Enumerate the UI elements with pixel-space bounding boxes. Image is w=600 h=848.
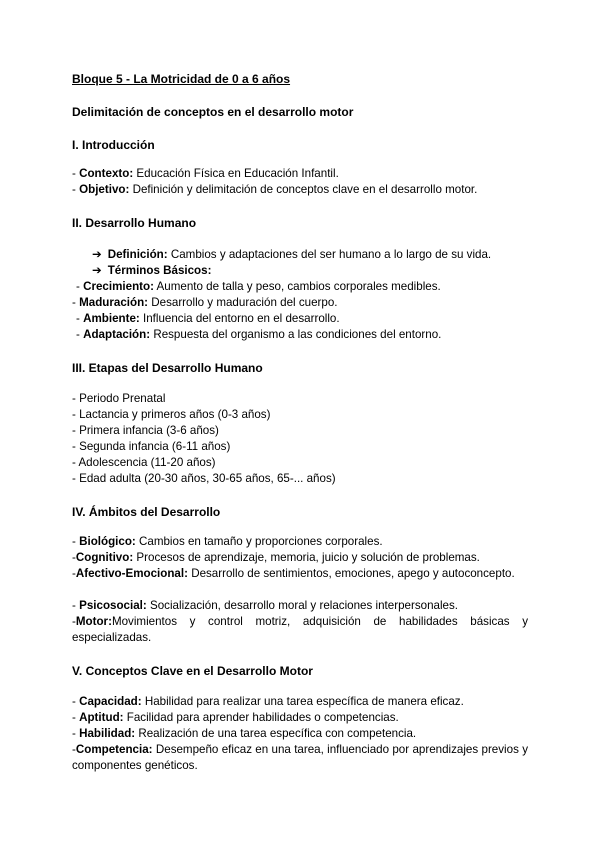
list-item: -Competencia: Desempeño eficaz en una tarea, influenciado por aprendizajes previos y componentes genéticos. <box>72 743 528 772</box>
list-item: - Contexto: Educación Física en Educación Infantil. <box>72 167 339 180</box>
arrow-icon: ➔ <box>92 248 102 261</box>
document-subtitle: Delimitación de conceptos en el desarrollo motor <box>72 105 354 119</box>
list-item: - Objetivo: Definición y delimitación de conceptos clave en el desarrollo motor. <box>72 183 478 196</box>
list-item: - Segunda infancia (6-11 años) <box>72 440 231 453</box>
list-item: - Periodo Prenatal <box>72 392 166 405</box>
list-item: - Crecimiento: Aumento de talla y peso, cambios corporales medibles. <box>76 280 441 293</box>
section-4-heading: IV. Ámbitos del Desarrollo <box>72 505 221 519</box>
arrow-icon: ➔ <box>92 264 102 277</box>
definition-item: ➔ Definición: Cambios y adaptaciones del ser humano a lo largo de su vida. <box>92 248 492 261</box>
section-1-heading: I. Introducción <box>72 138 155 152</box>
section-2-heading: II. Desarrollo Humano <box>72 216 197 230</box>
list-item: -Motor:Movimientos y control motriz, adquisición de habilidades básicas y especializadas. <box>72 615 528 644</box>
document-title: Bloque 5 - La Motricidad de 0 a 6 años <box>72 72 291 86</box>
section-3-heading: III. Etapas del Desarrollo Humano <box>72 361 263 375</box>
list-item: - Edad adulta (20-30 años, 30-65 años, 65-... años) <box>72 472 336 485</box>
list-item: - Psicosocial: Socialización, desarrollo moral y relaciones interpersonales. <box>72 599 459 612</box>
list-item: - Aptitud: Facilidad para aprender habilidades o competencias. <box>72 711 399 724</box>
list-item: - Adolescencia (11-20 años) <box>72 456 216 469</box>
list-item: -Cognitivo: Procesos de aprendizaje, memoria, juicio y solución de problemas. <box>72 551 480 564</box>
list-item: - Habilidad: Realización de una tarea específica con competencia. <box>72 727 417 740</box>
list-item: - Ambiente: Influencia del entorno en el desarrollo. <box>76 312 340 325</box>
list-item: -Afectivo-Emocional: Desarrollo de sentimientos, emociones, apego y autoconcepto. <box>72 567 515 580</box>
list-item: - Biológico: Cambios en tamaño y proporciones corporales. <box>72 535 383 548</box>
list-item: - Maduración: Desarrollo y maduración del cuerpo. <box>72 296 338 309</box>
list-item: - Adaptación: Respuesta del organismo a las condiciones del entorno. <box>76 328 442 341</box>
list-item: - Lactancia y primeros años (0-3 años) <box>72 408 271 421</box>
section-5-heading: V. Conceptos Clave en el Desarrollo Motor <box>72 664 313 678</box>
list-item: - Primera infancia (3-6 años) <box>72 424 219 437</box>
list-item: - Capacidad: Habilidad para realizar una tarea específica de manera eficaz. <box>72 695 464 708</box>
terms-label: ➔ Términos Básicos: <box>92 264 212 277</box>
